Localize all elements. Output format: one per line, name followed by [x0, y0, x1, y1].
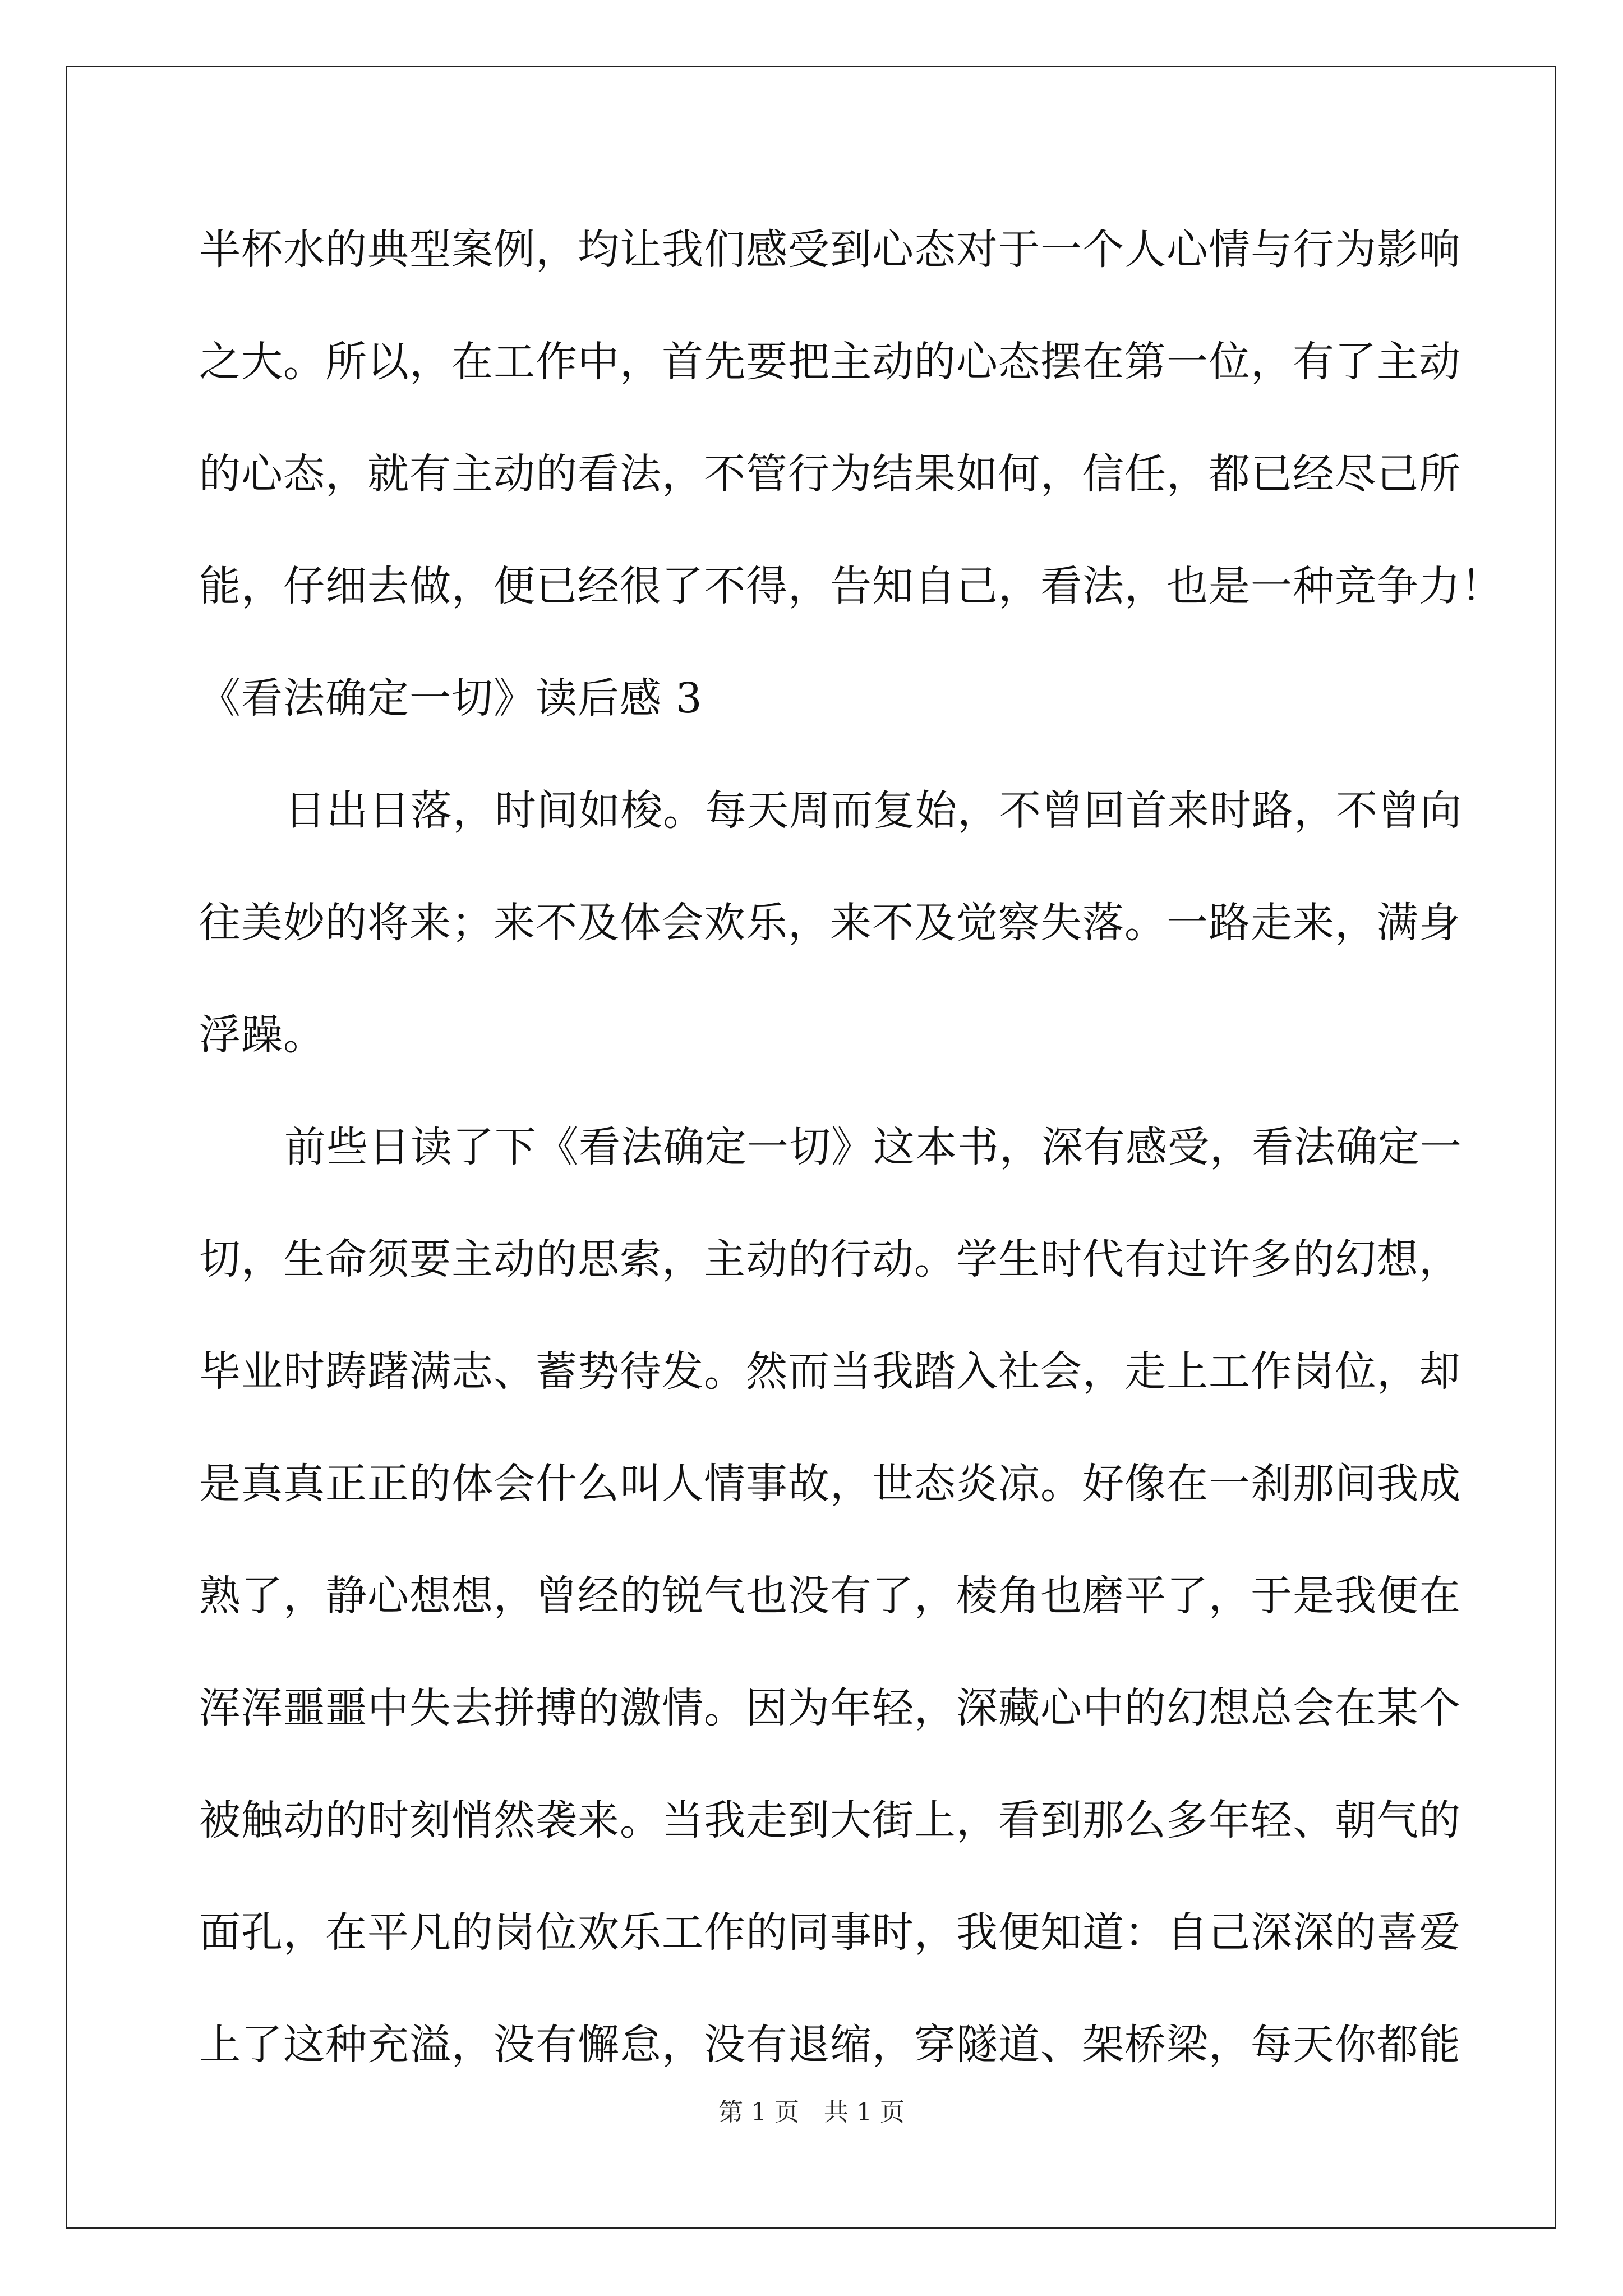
text-line: 面孔，在平凡的岗位欢乐工作的同事时，我便知道：自己深深的喜爱: [199, 1908, 1461, 1957]
text-line: 毕业时踌躇满志、蓄势待发。然而当我踏入社会，走上工作岗位，却: [199, 1347, 1461, 1396]
text-line: 浑浑噩噩中失去拼搏的激情。因为年轻，深藏心中的幻想总会在某个: [199, 1684, 1461, 1732]
text-line: 是真真正正的体会什么叫人情事故，世态炎凉。好像在一刹那间我成: [199, 1460, 1461, 1508]
text-line: 半杯水的典型案例，均让我们感受到心态对于一个人心情与行为影响: [199, 226, 1461, 274]
text-line: 被触动的时刻悄然袭来。当我走到大街上，看到那么多年轻、朝气的: [199, 1796, 1461, 1844]
page-number: 第 1 页: [718, 2098, 799, 2127]
paragraph-first-line: 日出日落，时间如梭。每天周而复始，不曾回首来时路，不曾向: [284, 786, 1462, 835]
text-line: 的心态，就有主动的看法，不管行为结果如何，信任，都已经尽己所: [199, 450, 1461, 498]
text-line: 浮躁。: [199, 1011, 325, 1059]
text-line: 上了这种充溢，没有懈怠，没有退缩，穿隧道、架桥梁，每天你都能: [199, 2021, 1461, 2069]
page-footer: [0, 2096, 1623, 2129]
text-line: 熟了，静心想想，曾经的锐气也没有了，棱角也磨平了，于是我便在: [199, 1572, 1461, 1620]
text-line: 切，生命须要主动的思索，主动的行动。学生时代有过许多的幻想，: [199, 1235, 1461, 1283]
section-heading: 《看法确定一切》读后感 3: [199, 674, 703, 723]
text-line: 往美妙的将来；来不及体会欢乐，来不及觉察失落。一路走来，满身: [199, 899, 1461, 947]
text-line: 能，仔细去做，便已经很了不得，告知自己，看法，也是一种竞争力！: [199, 562, 1503, 610]
document-body: [199, 210, 1503, 2118]
page-total: 共 1 页: [824, 2098, 905, 2127]
text-line: 之大。所以，在工作中，首先要把主动的心态摆在第一位，有了主动: [199, 338, 1461, 386]
paragraph-first-line: 前些日读了下《看法确定一切》这本书，深有感受，看法确定一: [284, 1123, 1462, 1171]
